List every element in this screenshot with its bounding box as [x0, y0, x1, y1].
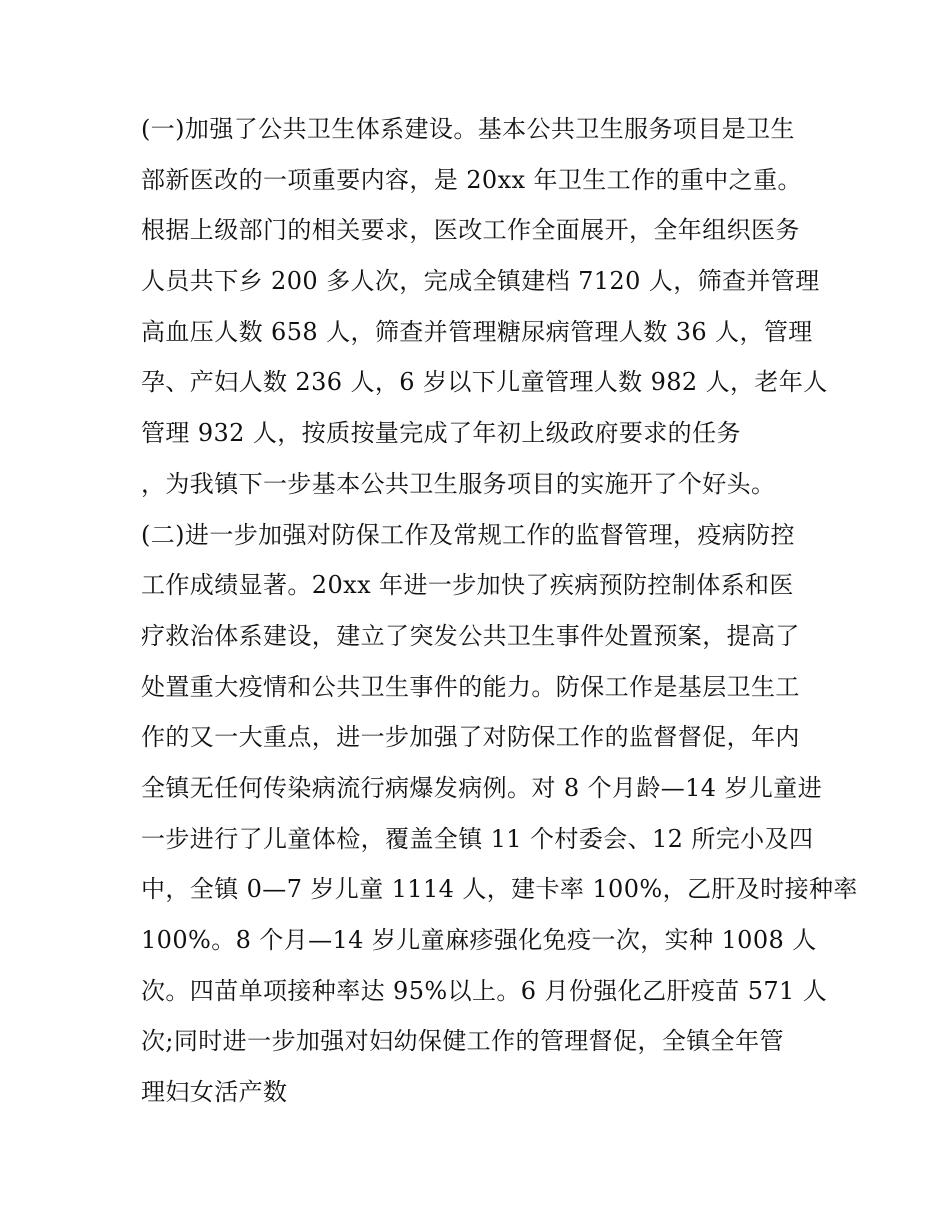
text-line-17: 100%。8 个月—14 岁儿童麻疹强化免疫一次，实种 1008 人: [141, 926, 817, 954]
text-line-4: 人员共下乡 200 多人次，完成全镇建档 7120 人，筛查并管理: [141, 267, 820, 296]
text-line-12: 处置重大疫情和公共卫生事件的能力。防保工作是基层卫生工: [141, 672, 800, 701]
text-line-14: 全镇无任何传染病流行病爆发病例。对 8 个月龄—14 岁儿童进: [141, 773, 823, 802]
text-line-11: 疗救治体系建设，建立了突发公共卫生事件处置预案，提高了: [141, 621, 800, 650]
document-body: [141, 104, 858, 1118]
text-line-19: 次;同时进一步加强对妇幼保健工作的管理督促，全镇全年管: [141, 1027, 784, 1056]
text-line-7: 管理 932 人，按质按量完成了年初上级政府要求的任务: [141, 419, 741, 448]
text-line-15: 一步进行了儿童体检，覆盖全镇 11 个村委会、12 所完小及四: [141, 824, 814, 853]
text-line-6: 孕、产妇人数 236 人，6 岁以下儿童管理人数 982 人，老年人: [141, 368, 828, 397]
text-line-20: 理妇女活产数: [141, 1078, 288, 1107]
text-line-5: 高血压人数 658 人，筛查并管理糖尿病管理人数 36 人，管理: [141, 317, 813, 346]
text-line-8: ，为我镇下一步基本公共卫生服务项目的实施开了个好头。: [141, 469, 776, 498]
text-line-3: 根据上级部门的相关要求，医改工作全面展开，全年组织医务: [141, 216, 800, 245]
text-line-9: (二)进一步加强对防保工作及常规工作的监督管理，疫病防控: [141, 520, 795, 549]
text-line-10: 工作成绩显著。20xx 年进一步加快了疾病预防控制体系和医: [141, 571, 794, 600]
text-line-13: 作的又一大重点，进一步加强了对防保工作的监督督促，年内: [141, 723, 800, 752]
text-line-1: (一)加强了公共卫生体系建设。基本公共卫生服务项目是卫生: [141, 115, 795, 143]
text-line-2: 部新医改的一项重要内容，是 20xx 年卫生工作的重中之重。: [141, 165, 802, 194]
text-line-16: 中，全镇 0—7 岁儿童 1114 人，建卡率 100%，乙肝及时接种率: [141, 875, 858, 904]
text-line-18: 次。四苗单项接种率达 95%以上。6 月份强化乙肝疫苗 571 人: [141, 976, 828, 1005]
